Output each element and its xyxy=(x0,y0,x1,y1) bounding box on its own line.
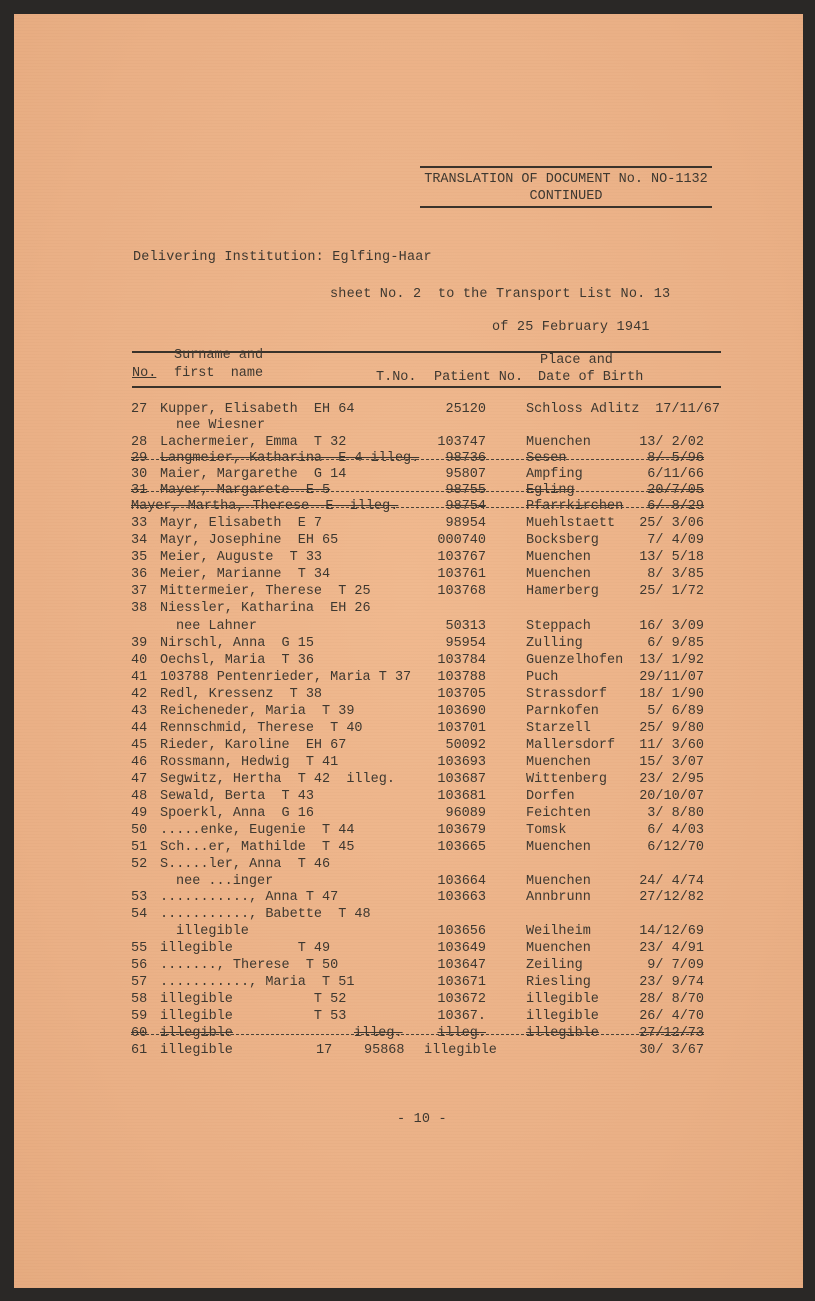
birth-place: illegible xyxy=(526,992,599,1007)
birth-date: 7/ 4/09 xyxy=(647,533,704,548)
patient-number: 103663 xyxy=(437,890,486,905)
patient-number: 98755 xyxy=(445,483,486,498)
row-number: 59 xyxy=(131,1009,148,1024)
birth-date: 3/ 8/80 xyxy=(647,806,704,821)
birth-date: 11/ 3/60 xyxy=(639,738,704,753)
patient-number: 98754 xyxy=(445,499,486,514)
patient-name: illegible xyxy=(160,1043,233,1058)
table-row xyxy=(14,533,803,549)
row-number: 55 xyxy=(131,941,148,956)
row-number: 56 xyxy=(131,958,148,973)
patient-name: ..........., Maria T 51 xyxy=(160,975,355,990)
row-number: 58 xyxy=(131,992,148,1007)
col-header-name-2: first name xyxy=(174,366,264,381)
patient-name: Rieder, Karoline EH 67 xyxy=(160,738,347,753)
birth-place: Guenzelhofen xyxy=(526,653,624,668)
patient-number: 103705 xyxy=(437,687,486,702)
col-header-no: No. xyxy=(132,366,157,381)
patient-name: illegible T 52 xyxy=(160,992,347,1007)
birth-date: 23/ 4/91 xyxy=(639,941,704,956)
birth-date: 15/ 3/07 xyxy=(639,755,704,770)
row-number: 38 xyxy=(131,601,148,616)
birth-date: 25/ 1/72 xyxy=(639,584,704,599)
patient-name: Nirschl, Anna G 15 xyxy=(160,636,314,651)
patient-name: ..........., Anna T 47 xyxy=(160,890,339,905)
birth-date: 25/ 3/06 xyxy=(639,516,704,531)
birth-place: Pfarrkirchen xyxy=(526,499,624,514)
patient-number: 50092 xyxy=(445,738,486,753)
birth-place: Strassdorf xyxy=(526,687,608,702)
table-row xyxy=(14,890,803,906)
birth-date: 16/ 3/09 xyxy=(639,619,704,634)
patient-name: Redl, Kressenz T 38 xyxy=(160,687,323,702)
birth-date: 6/ 9/85 xyxy=(647,636,704,651)
birth-place: Muenchen xyxy=(526,567,591,582)
birth-date: 14/12/69 xyxy=(639,924,704,939)
col-header-name-1: Surname and xyxy=(174,348,264,363)
patient-number: 95954 xyxy=(445,636,486,651)
row-number: 27 xyxy=(131,402,148,417)
title-top-rule xyxy=(420,166,712,168)
birth-place: illegible xyxy=(424,1043,497,1058)
table-row-continuation xyxy=(14,619,803,635)
table-row xyxy=(14,670,803,686)
table-row xyxy=(14,704,803,720)
birth-place: Egling xyxy=(526,483,575,498)
row-number: 48 xyxy=(131,789,148,804)
patient-number: illeg. xyxy=(437,1026,486,1041)
birth-place: Muenchen xyxy=(526,840,591,855)
birth-date: 28/ 8/70 xyxy=(639,992,704,1007)
date-line: of 25 February 1941 xyxy=(492,320,650,335)
maiden-name: nee Lahner xyxy=(176,619,258,634)
patient-name: Sch...er, Mathilde T 45 xyxy=(160,840,355,855)
table-row xyxy=(14,584,803,600)
row-number: 45 xyxy=(131,738,148,753)
birth-place: Muenchen xyxy=(526,435,591,450)
maiden-name: nee ...inger xyxy=(176,874,274,889)
patient-name: Kupper, Elisabeth EH 64 xyxy=(160,402,355,417)
table-row xyxy=(14,402,803,418)
patient-name: Mayr, Elisabeth E 7 xyxy=(160,516,323,531)
patient-number: 103672 xyxy=(437,992,486,1007)
row-number: 52 xyxy=(131,857,148,872)
patient-name: Maier, Margarethe G 14 xyxy=(160,467,347,482)
birth-date: 23/ 9/74 xyxy=(639,975,704,990)
birth-date: 23/ 2/95 xyxy=(639,772,704,787)
birth-date: 9/ 7/09 xyxy=(647,958,704,973)
row-number: 42 xyxy=(131,687,148,702)
document-title: TRANSLATION OF DOCUMENT No. NO-1132 xyxy=(424,172,708,187)
birth-place: Starzell xyxy=(526,721,591,736)
patient-number: 103649 xyxy=(437,941,486,956)
birth-place: Mallersdorf xyxy=(526,738,616,753)
birth-place: Weilheim xyxy=(526,924,591,939)
patient-number: 103664 xyxy=(437,874,486,889)
table-row xyxy=(14,823,803,839)
patient-name: Langmeier, Katharina E 4 illeg. xyxy=(160,451,420,466)
patient-number: 103701 xyxy=(437,721,486,736)
table-row xyxy=(14,1009,803,1025)
table-row xyxy=(14,636,803,652)
patient-name: Lachermeier, Emma T 32 xyxy=(160,435,347,450)
illegible-note: illegible xyxy=(176,924,249,939)
sheet-line: sheet No. 2 to the Transport List No. 13 xyxy=(330,287,671,302)
birth-date: 8/ 3/85 xyxy=(647,567,704,582)
birth-date: 17/11/67 xyxy=(655,402,720,417)
patient-number: 103768 xyxy=(437,584,486,599)
patient-number: 000740 xyxy=(437,533,486,548)
birth-date: 20/7/05 xyxy=(647,483,704,498)
table-row xyxy=(14,958,803,974)
table-header-rule xyxy=(132,386,721,388)
patient-name: Mittermeier, Therese T 25 xyxy=(160,584,371,599)
patient-number: 103687 xyxy=(437,772,486,787)
birth-date: 20/10/07 xyxy=(639,789,704,804)
row-number: 37 xyxy=(131,584,148,599)
col-header-t-no: T.No. xyxy=(376,370,417,385)
patient-name: Mayer, Margarete E 5 xyxy=(160,483,331,498)
birth-place: Sesen xyxy=(526,451,567,466)
birth-place: Puch xyxy=(526,670,559,685)
table-row xyxy=(14,857,803,873)
table-row-struck xyxy=(14,483,803,499)
patient-name: Mayr, Josephine EH 65 xyxy=(160,533,339,548)
table-row-continuation xyxy=(14,418,803,434)
row-number: 39 xyxy=(131,636,148,651)
row-number: 33 xyxy=(131,516,148,531)
birth-place: Parnkofen xyxy=(526,704,599,719)
birth-date: 13/ 2/02 xyxy=(639,435,704,450)
row-number: 31 xyxy=(131,483,148,498)
birth-date: 30/ 3/67 xyxy=(639,1043,704,1058)
table-row xyxy=(14,941,803,957)
patient-name: ......., Therese T 50 xyxy=(160,958,339,973)
patient-name: Niessler, Katharina EH 26 xyxy=(160,601,371,616)
birth-place: Steppach xyxy=(526,619,591,634)
birth-date: 24/ 4/74 xyxy=(639,874,704,889)
row-number: 47 xyxy=(131,772,148,787)
birth-place: Muenchen xyxy=(526,874,591,889)
title-block xyxy=(420,171,712,205)
table-row xyxy=(14,687,803,703)
table-row xyxy=(14,992,803,1008)
birth-place: Schloss Adlitz xyxy=(526,402,640,417)
patient-number: 103788 xyxy=(437,670,486,685)
birth-place: Annbrunn xyxy=(526,890,591,905)
patient-number: 98736 xyxy=(445,451,486,466)
row-number: 40 xyxy=(131,653,148,668)
patient-number: 103656 xyxy=(437,924,486,939)
page-number: - 10 - xyxy=(397,1112,447,1127)
birth-date: 26/ 4/70 xyxy=(639,1009,704,1024)
row-number: 57 xyxy=(131,975,148,990)
birth-date: 6/ 8/29 xyxy=(647,499,704,514)
row-number: 30 xyxy=(131,467,148,482)
birth-date: 13/ 1/92 xyxy=(639,653,704,668)
patient-name: Spoerkl, Anna G 16 xyxy=(160,806,314,821)
patient-number: 103693 xyxy=(437,755,486,770)
patient-number: 10367. xyxy=(437,1009,486,1024)
birth-date: 6/11/66 xyxy=(647,467,704,482)
row-number: 35 xyxy=(131,550,148,565)
birth-place: Zulling xyxy=(526,636,583,651)
birth-place: Muenchen xyxy=(526,755,591,770)
birth-place: Ampfing xyxy=(526,467,583,482)
birth-place: Riesling xyxy=(526,975,591,990)
patient-number: 98954 xyxy=(445,516,486,531)
col-header-place-1: Place and xyxy=(540,353,613,368)
birth-place: Tomsk xyxy=(526,823,567,838)
birth-date: 5/ 6/89 xyxy=(647,704,704,719)
continued-label: CONTINUED xyxy=(529,189,603,204)
table-row xyxy=(14,772,803,788)
maiden-name: nee Wiesner xyxy=(176,418,266,433)
table-row-struck xyxy=(14,499,803,515)
patient-name: Rossmann, Hedwig T 41 xyxy=(160,755,339,770)
birth-place: Wittenberg xyxy=(526,772,608,787)
table-row-continuation xyxy=(14,924,803,940)
patient-number: 103767 xyxy=(437,550,486,565)
row-number: 46 xyxy=(131,755,148,770)
patient-name: Meier, Marianne T 34 xyxy=(160,567,331,582)
delivering-institution: Delivering Institution: Eglfing-Haar xyxy=(133,250,432,265)
patient-name: Meier, Auguste T 33 xyxy=(160,550,323,565)
patient-number: 95807 xyxy=(445,467,486,482)
table-row xyxy=(14,550,803,566)
row-number: 61 xyxy=(131,1043,148,1058)
table-row xyxy=(14,435,803,451)
birth-date: 25/ 9/80 xyxy=(639,721,704,736)
patient-number: 103647 xyxy=(437,958,486,973)
birth-date: 13/ 5/18 xyxy=(639,550,704,565)
table-row-struck xyxy=(14,1026,803,1042)
patient-number: 103665 xyxy=(437,840,486,855)
birth-date: 29/11/07 xyxy=(639,670,704,685)
table-row xyxy=(14,601,803,617)
birth-place: Hamerberg xyxy=(526,584,599,599)
patient-name: .....enke, Eugenie T 44 xyxy=(160,823,355,838)
row-number: 50 xyxy=(131,823,148,838)
patient-name: 103788 Pentenrieder, Maria T 37 xyxy=(160,670,412,685)
patient-name: S.....ler, Anna T 46 xyxy=(160,857,331,872)
row-number: 51 xyxy=(131,840,148,855)
birth-date: 18/ 1/90 xyxy=(639,687,704,702)
row-number: 53 xyxy=(131,890,148,905)
row-number: 41 xyxy=(131,670,148,685)
patient-number: 103784 xyxy=(437,653,486,668)
birth-date: 27/12/73 xyxy=(639,1026,704,1041)
birth-place: Muehlstaett xyxy=(526,516,616,531)
row-number: 28 xyxy=(131,435,148,450)
patient-name: Sewald, Berta T 43 xyxy=(160,789,314,804)
table-row xyxy=(14,721,803,737)
patient-name: illegible T 49 xyxy=(160,941,331,956)
patient-number: 50313 xyxy=(445,619,486,634)
patient-number: 103679 xyxy=(437,823,486,838)
t-number: illeg. xyxy=(354,1026,403,1041)
table-row xyxy=(14,738,803,754)
birth-place: Bocksberg xyxy=(526,533,599,548)
patient-number: 25120 xyxy=(445,402,486,417)
row-number: 44 xyxy=(131,721,148,736)
table-row xyxy=(14,567,803,583)
table-row xyxy=(14,755,803,771)
patient-name: Rennschmid, Therese T 40 xyxy=(160,721,363,736)
birth-date: 6/ 4/03 xyxy=(647,823,704,838)
birth-place: Muenchen xyxy=(526,941,591,956)
birth-place: illegible xyxy=(526,1026,599,1041)
col-header-place-2: Date of Birth xyxy=(538,370,644,385)
patient-number: 103681 xyxy=(437,789,486,804)
table-row xyxy=(14,516,803,532)
patient-name: illegible T 53 xyxy=(160,1009,347,1024)
row-number: 54 xyxy=(131,907,148,922)
birth-place: Zeiling xyxy=(526,958,583,973)
patient-name: Mayer, Martha, Therese E illeg. xyxy=(131,499,399,514)
table-row xyxy=(14,467,803,483)
table-row xyxy=(14,806,803,822)
row-number: 60 xyxy=(131,1026,148,1041)
patient-number: 103671 xyxy=(437,975,486,990)
patient-name: Oechsl, Maria T 36 xyxy=(160,653,314,668)
birth-place: illegible xyxy=(526,1009,599,1024)
patient-name: Segwitz, Hertha T 42 illeg. xyxy=(160,772,395,787)
patient-name: ..........., Babette T 48 xyxy=(160,907,371,922)
document-page xyxy=(14,14,803,1288)
table-row-continuation xyxy=(14,874,803,890)
row-number: 43 xyxy=(131,704,148,719)
patient-name: illegible xyxy=(160,1026,233,1041)
table-row-struck xyxy=(14,451,803,467)
table-row xyxy=(14,653,803,669)
patient-number: 103690 xyxy=(437,704,486,719)
patient-number: 95868 xyxy=(364,1043,405,1058)
row-number: 49 xyxy=(131,806,148,821)
birth-place: Muenchen xyxy=(526,550,591,565)
table-row xyxy=(14,975,803,991)
birth-place: Dorfen xyxy=(526,789,575,804)
patient-number: 96089 xyxy=(445,806,486,821)
col-header-patient-no: Patient No. xyxy=(434,370,524,385)
t-number: 17 xyxy=(316,1043,333,1058)
table-row xyxy=(14,907,803,923)
birth-date: 6/12/70 xyxy=(647,840,704,855)
table-row xyxy=(14,840,803,856)
patient-number: 103747 xyxy=(437,435,486,450)
row-number: 36 xyxy=(131,567,148,582)
patient-number: 103761 xyxy=(437,567,486,582)
title-bottom-rule xyxy=(420,206,712,208)
birth-place: Feichten xyxy=(526,806,591,821)
row-number: 29 xyxy=(131,451,148,466)
birth-date: 8/ 5/96 xyxy=(647,451,704,466)
table-row xyxy=(14,1043,803,1059)
table-row xyxy=(14,789,803,805)
birth-date: 27/12/82 xyxy=(639,890,704,905)
row-number: 34 xyxy=(131,533,148,548)
patient-name: Reicheneder, Maria T 39 xyxy=(160,704,355,719)
